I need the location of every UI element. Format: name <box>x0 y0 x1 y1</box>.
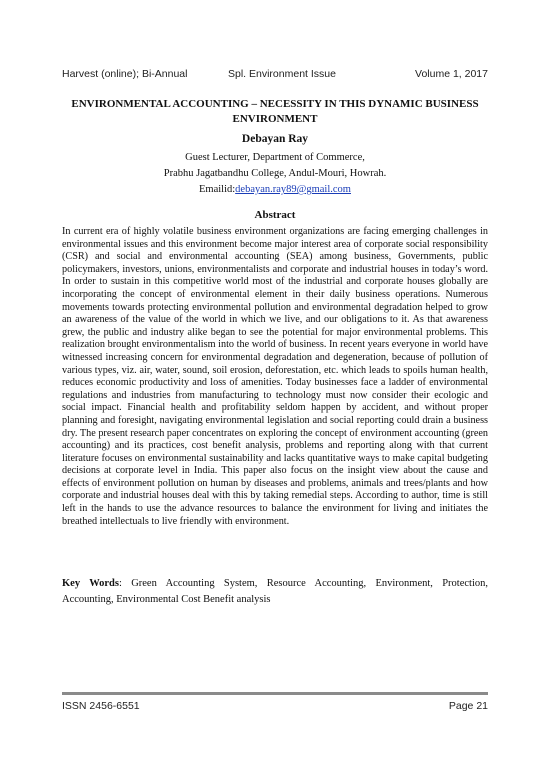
keywords <box>62 576 488 608</box>
title-line-1: ENVIRONMENTAL ACCOUNTING – NECESSITY IN THIS DYNAMIC BUSINESS <box>71 98 479 110</box>
footer-rule <box>62 692 488 695</box>
issue-name: Spl. Environment Issue <box>228 68 336 80</box>
author-affiliation <box>62 150 488 198</box>
author-name: Debayan Ray <box>241 133 309 145</box>
page-number: Page 21 <box>448 700 488 712</box>
abstract-body: In current era of highly volatile business environment organizations are facing emerging challenges in environmental issues and this environment become major interest area of corporate social responsibility (CSR) and social and environmental accounting (SEA) among business, Governments, public policymakers, investors, unions, environmentalists and corporate and industrial houses in today’s word. In order to sustain in this competitive world most of the industrial and corporate houses globally are incorporating the concept of environmental element in their daily business operations. Numerous movements towards protecting environmental pollution and environmental degradation helped to grow an awareness of the value of the world in which we live, and our obligations to it. As that awareness grew, the public and industry alike began to see the potential for major environmental problems. This realization brought environmentalism into the world of business. In recent years everyone in world have witnessed increasing concern for environmental degradation and degeneration, because of pollution of various types, viz. air, water, sound, soil erosion, deforestation, etc. which leads to spoils human health, reduces economic productivity and loss of amenities. Today businesses face a ladder of environmental regulations and industries from manufacturing to technology must now consider their ecologic and social impact. Financial health and profitability seldom happen by accident, and without proper planning and foresight, navigating environmental legislation and social reporting could drain a business dry. The present research paper concentrates on exploring the concept of environment accounting (green accounting) and its practices, cost benefit analysis, problems and reporting along with that current literature focuses on environmental sustainability and lacks quantitative ways to make capital budgeting decisions at corporate level in India. This paper also focus on the insight view about the cause and effects of environment pollution on human by diseases and problems, animals and trees/plants and how corporate and industrial houses deal with this by taking remedial steps. According to author, time is still left in the hands to use the advance resources to balance the environment for living and initiates the breathed intellectuals to live friendly with environment. <box>62 226 488 527</box>
email-label: Emailid: <box>199 184 236 195</box>
affiliation-line-2: Prabhu Jagatbandhu College, Andul-Mouri, Howrah. <box>163 168 387 179</box>
issn: ISSN 2456-6551 <box>62 700 140 712</box>
journal-name: Harvest (online); Bi-Annual <box>62 68 188 80</box>
email-link[interactable]: debayan.ray89@gmail.com <box>235 184 351 195</box>
title-line-2: ENVIRONMENT <box>232 113 318 125</box>
running-footer <box>62 700 488 712</box>
keywords-label: Key Words <box>62 578 119 589</box>
affiliation-line-1: Guest Lecturer, Department of Commerce, <box>185 152 365 163</box>
email-line <box>62 182 488 198</box>
running-header <box>62 68 488 80</box>
abstract-heading: Abstract <box>254 209 296 221</box>
keywords-text: : Green Accounting System, Resource Accounting, Environment, Protection, Accounting, Environmental Cost Benefit analysis <box>62 578 488 605</box>
volume-info: Volume 1, 2017 <box>415 68 488 80</box>
paper-title <box>62 97 488 127</box>
